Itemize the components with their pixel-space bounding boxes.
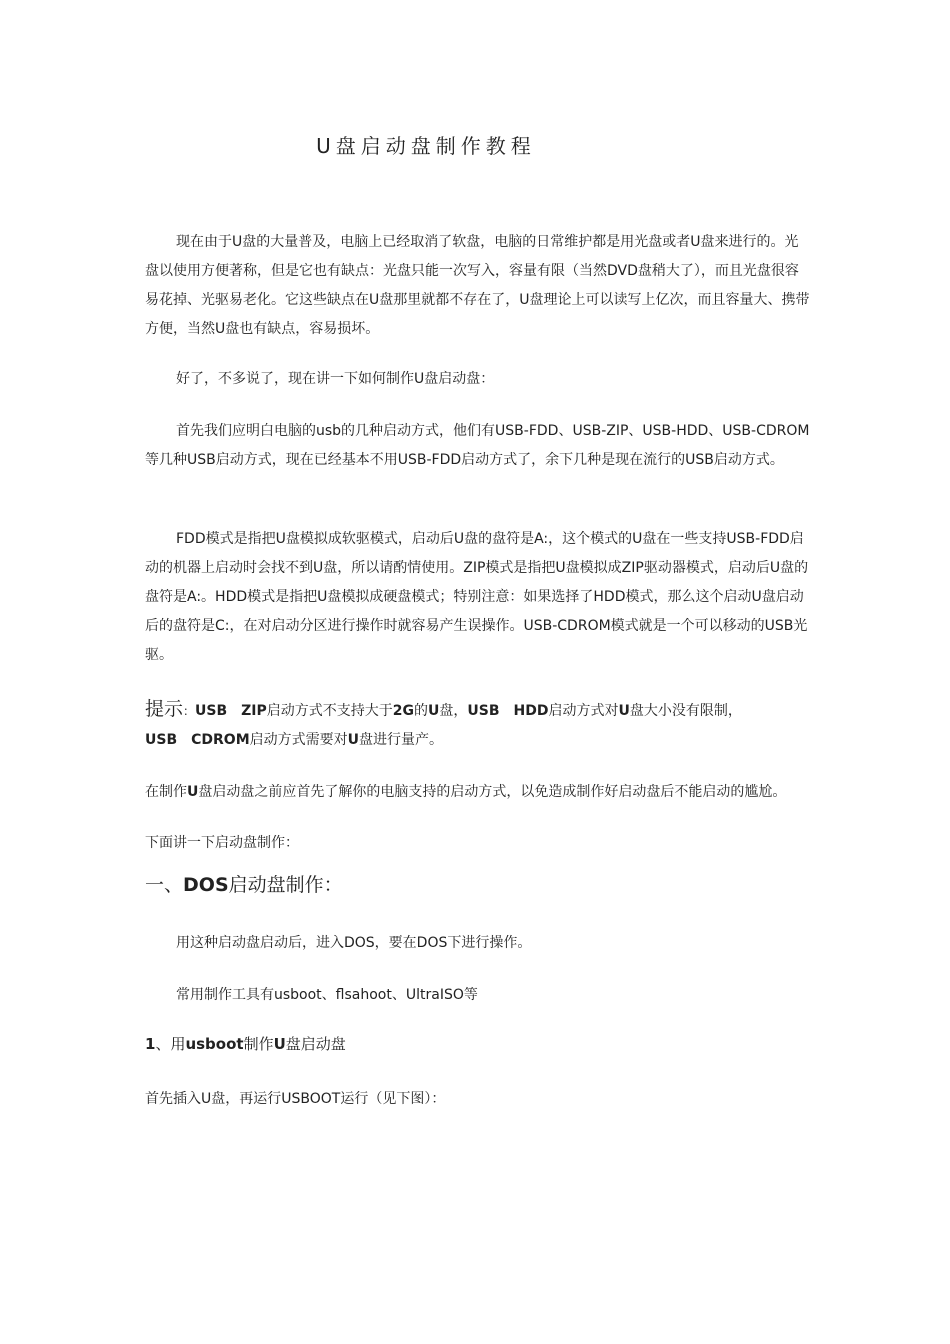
lead-paragraph: 好了，不多说了，现在讲一下如何制作U盘启动盘：: [176, 371, 495, 387]
fdd-mode-paragraph: FDD模式是指把U盘模拟成软驱模式，启动后U盘的盘符是A:，这个模式的U盘在一些支持USB-FDD启动的机器上启动时会找不到U盘，所以请酌情使用。ZIP模式是指把U盘模拟成ZIP驱动器模式，启动后U盘的盘符是A:。HDD模式是指把U盘模拟成硬盘模式；特别注意：如果选择了HDD模式，那么这个启动U盘启动后的盘符是C:，在对启动分区进行操作时就容易产生误操作。USB-CDROM模式就是一个可以移动的USB光驱。: [145, 531, 809, 663]
hint-usb-zip: USB ZIP: [195, 703, 267, 719]
dos-usage-paragraph: 用这种启动盘启动后，进入DOS，要在DOS下进行操作。: [176, 935, 532, 951]
intro-paragraph: 现在由于U盘的大量普及，电脑上已经取消了软盘，电脑的日常维护都是用光盘或者U盘来进行的。光盘以使用方便著称，但是它也有缺点：光盘只能一次写入，容量有限（当然DVD盘稍大了），而且光盘很容易花掉、光驱易老化。它这些缺点在U盘那里就都不存在了，U盘理论上可以读写上亿次，而且容量大、携带方便，当然U盘也有缺点，容易损坏。: [145, 234, 810, 337]
next-paragraph: 下面讲一下启动盘制作：: [145, 835, 299, 851]
hint-usb-cdrom: USB CDROM: [145, 732, 250, 748]
before-making-paragraph: 在制作U盘启动盘之前应首先了解你的电脑支持的启动方式，以免造成制作好启动盘后不能启动的尴尬。: [145, 784, 787, 800]
boot-modes-paragraph: 首先我们应明白电脑的usb的几种启动方式，他们有USB-FDD、USB-ZIP、USB-HDD、USB-CDROM等几种USB启动方式，现在已经基本不用USB-FDD启动方式了，余下几种是现在流行的USB启动方式。: [145, 423, 810, 468]
document-title: U盘启动盘制作教程: [316, 134, 536, 158]
step1-text: 首先插入U盘，再运行USBOOT运行（见下图）：: [145, 1091, 446, 1107]
hint-usb-hdd: USB HDD: [467, 703, 549, 719]
section-heading-dos: 一、DOS启动盘制作：: [145, 874, 343, 896]
tools-paragraph: 常用制作工具有usboot、flsahoot、UltraISO等: [176, 987, 478, 1003]
hint-label: 提示: [145, 698, 184, 720]
step1-heading: 1、用usboot制作U盘启动盘: [145, 1035, 346, 1053]
hint-paragraph: 提示：USB ZIP启动方式不支持大于2G的U盘，USB HDD启动方式对U盘大小没有限制， USB CDROM启动方式需要对U盘进行量产。: [145, 698, 742, 748]
